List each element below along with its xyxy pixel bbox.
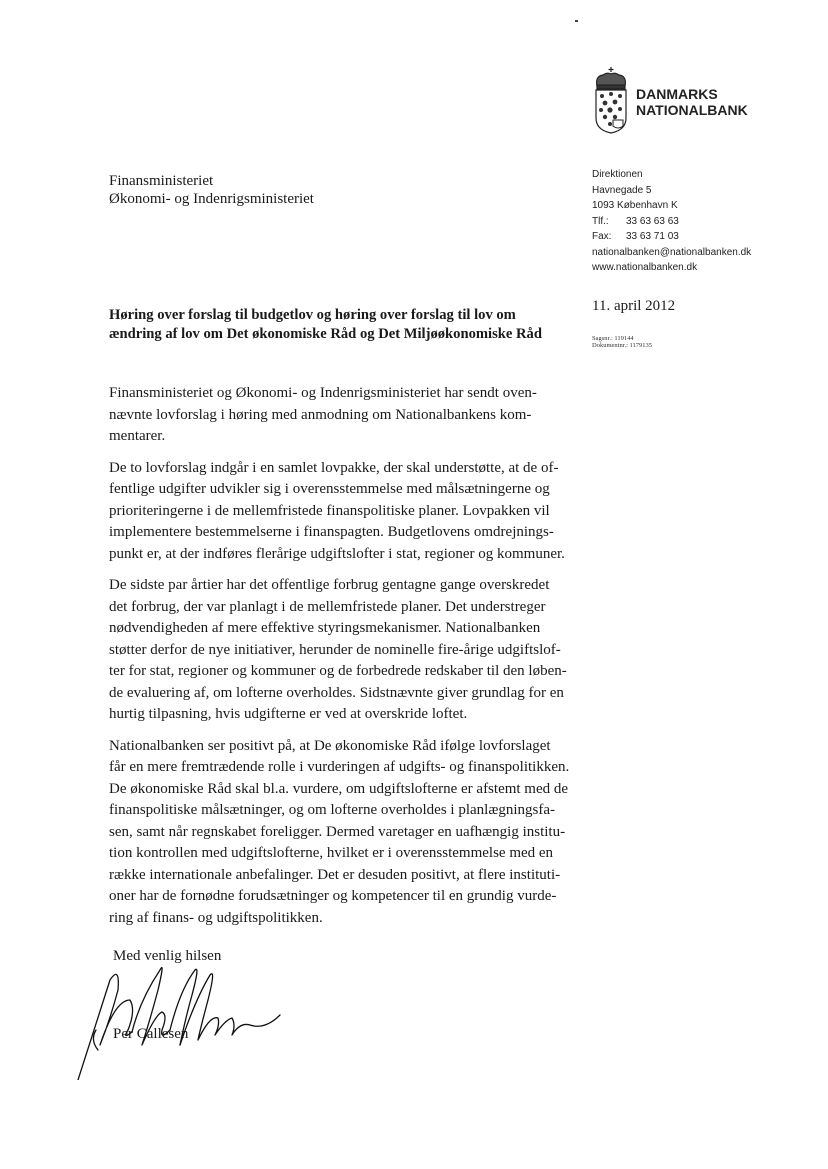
case-number: Sagsnr.: 119144 bbox=[592, 335, 634, 342]
body-line: fentlige udgifter udvikler sig i overensstemmelse med målsætningerne og bbox=[109, 481, 550, 497]
subject-line1: Høring over forslag til budgetlov og høring over forslag til lov om bbox=[109, 307, 516, 323]
body-line: ring af finans- og udgiftspolitikken. bbox=[109, 909, 323, 926]
phone-number: 33 63 63 63 bbox=[626, 215, 679, 227]
body-line: tion kontrollen med udgiftslofterne, hvilket er i overensstemmelse med en bbox=[109, 845, 554, 861]
body-line: De sidste par årtier har det offentlige forbrug gentagne gange overskredet bbox=[109, 577, 550, 593]
sender-city: 1093 København K bbox=[592, 200, 678, 211]
body-line: prioriteringerne i de mellemfristede finanspolitiske planer. Lovpakken vil bbox=[109, 502, 550, 519]
letter-subject bbox=[109, 306, 589, 344]
org-name-line2: NATIONALBANK bbox=[636, 102, 748, 118]
handwritten-signature-icon bbox=[70, 960, 290, 1080]
subject-line2: ændring af lov om Det økonomiske Råd og Det Miljøøkonomiske Råd bbox=[109, 326, 542, 342]
sender-website: www.nationalbanken.dk bbox=[592, 262, 698, 273]
body-line: sen, samt når regnskabet foreligger. Dermed varetager en uafhængig institu- bbox=[109, 823, 566, 840]
body-line: mentarer. bbox=[109, 428, 166, 444]
body-line: Nationalbanken ser positivt på, at De økonomiske Råd ifølge lovforslaget bbox=[109, 737, 551, 754]
recipient-line1: Finansministeriet bbox=[109, 173, 214, 189]
body-line: nødvendigheden af mere effektive styringsmekanismer. Nationalbanken bbox=[109, 620, 541, 636]
letter-body bbox=[109, 383, 609, 939]
body-paragraph-4 bbox=[109, 736, 609, 930]
body-line: hurtig tilpasning, hvis udgifterne er ved at overskride loftet. bbox=[109, 706, 468, 722]
body-line: ter for stat, regioner og kommuner og de forbedrede redskaber til den løben- bbox=[109, 663, 567, 679]
letter-date: 11. april 2012 bbox=[592, 298, 676, 314]
body-line: det forbrug, der var planlagt i de mellemfristede planer. Det understreger bbox=[109, 598, 546, 615]
body-line: de evaluering af, om lofterne overholdes. Sidstnævnte giver grundlag for en bbox=[109, 684, 564, 701]
body-line: får en mere fremtrædende rolle i vurderingen af udgifts- og finanspolitikken. bbox=[109, 759, 570, 775]
body-paragraph-2 bbox=[109, 458, 609, 566]
body-line: finanspolitiske målsætninger, og om lofterne overholdes i planlægningsfa- bbox=[109, 802, 555, 818]
phone-label: Tlf.: bbox=[592, 215, 609, 227]
body-line: punkt er, at der indføres flerårige udgiftslofter i stat, regioner og kommuner. bbox=[109, 545, 565, 562]
sender-email: nationalbanken@nationalbanken.dk bbox=[592, 246, 752, 258]
sender-phone-row bbox=[592, 214, 751, 230]
sender-street: Havnegade 5 bbox=[592, 184, 652, 196]
body-line: oner har de fornødne forudsætninger og kompetencer til en grundig vurde- bbox=[109, 888, 557, 904]
document-number: Dokumentnr.: 1179135 bbox=[592, 342, 653, 349]
org-name-line1: DANMARKS bbox=[636, 86, 718, 102]
body-paragraph-3 bbox=[109, 575, 609, 726]
recipient-line2: Økonomi- og Indenrigsministeriet bbox=[109, 191, 314, 207]
org-name bbox=[636, 86, 748, 118]
body-line: Finansministeriet og Økonomi- og Indenrigsministeriet har sendt oven- bbox=[109, 385, 537, 401]
fax-label: Fax: bbox=[592, 231, 612, 242]
signer-name: Per Callesen bbox=[113, 1026, 189, 1042]
sender-fax-row bbox=[592, 229, 751, 245]
body-line: række internationale anbefalinger. Det er desuden positivt, at flere instituti- bbox=[109, 866, 561, 883]
fax-number: 33 63 71 03 bbox=[626, 231, 679, 242]
body-line: De to lovforslag indgår i en samlet lovpakke, der skal understøtte, at de of- bbox=[109, 459, 559, 476]
reference-numbers bbox=[592, 335, 652, 349]
body-line: nævnte lovforslag i høring med anmodning om Nationalbankens kom- bbox=[109, 406, 532, 423]
closing-salutation: Med venlig hilsen bbox=[113, 948, 222, 964]
body-line: implementere bestemmelserne i finanspagten. Budgetlovens omdrejnings- bbox=[109, 524, 554, 540]
body-line: støtter derfor de nye initiativer, herunder de nominelle fire-årige udgiftslof- bbox=[109, 641, 561, 658]
royal-crest-icon bbox=[591, 66, 631, 134]
recipient-address bbox=[109, 172, 314, 208]
scan-speck bbox=[575, 20, 578, 22]
body-line: De økonomiske Råd skal bl.a. vurdere, om udgiftslofterne er afstemt med de bbox=[109, 780, 569, 797]
sender-department: Direktionen bbox=[592, 169, 643, 180]
sender-contact-block bbox=[592, 167, 751, 276]
body-paragraph-1 bbox=[109, 383, 609, 448]
